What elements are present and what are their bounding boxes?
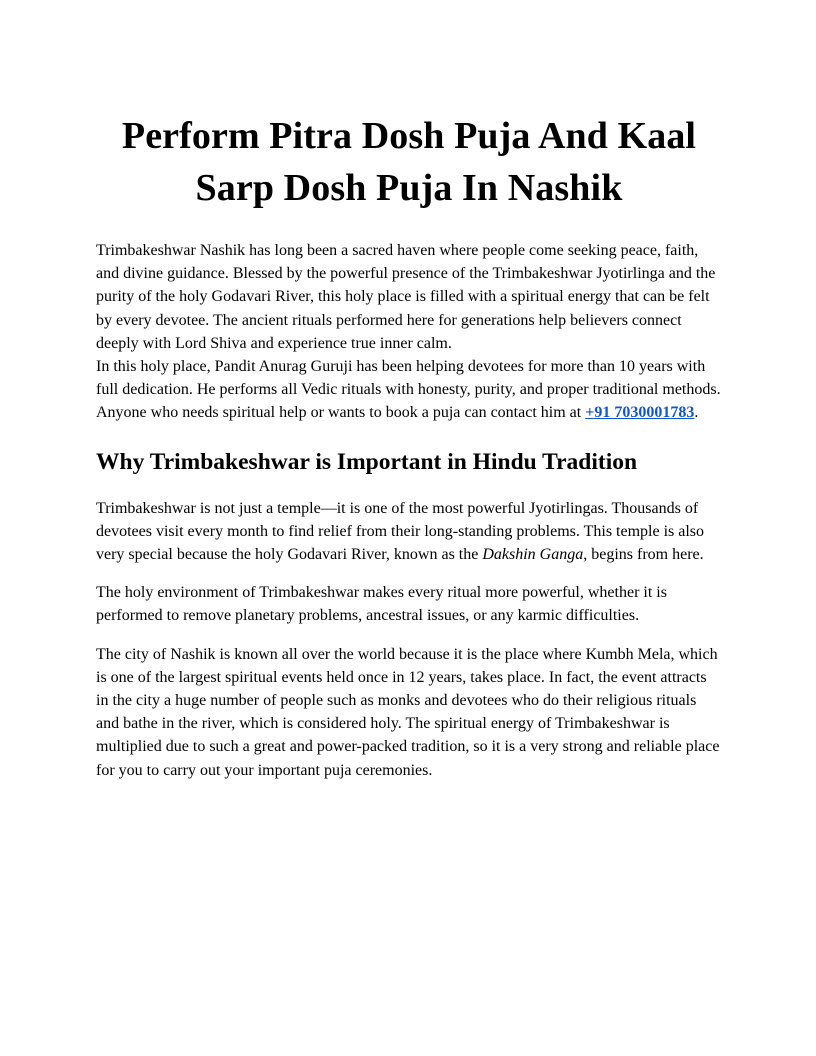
section-paragraph-1: [96, 497, 722, 567]
section-paragraph-3: The city of Nashik is known all over the world because it is the place where Kumbh Mela, which is one of the largest spiritual events held once in 12 years, takes place. In fact, the event attracts in the city a huge number of people such as monks and devotees who do their religious rituals and bathe in the river, which is considered holy. The spiritual energy of Trimbakeshwar is multiplied due to such a great and power-packed tradition, so it is a very strong and reliable place for you to carry out your important puja ceremonies.: [96, 645, 720, 779]
intro-paragraph-2-end: .: [694, 404, 699, 422]
section-heading: Why Trimbakeshwar is Important in Hindu Tradition: [96, 448, 638, 475]
document-page: [96, 0, 722, 782]
intro-paragraph: [96, 239, 722, 425]
page-title: Perform Pitra Dosh Puja And Kaal Sarp Dosh Puja In Nashik: [121, 115, 697, 209]
intro-paragraph-2-text: In this holy place, Pandit Anurag Guruji has been helping devotees for more than 10 years with full dedication. He performs all Vedic rituals with honesty, purity, and proper traditional methods. Anyone who needs spiritual help or wants to book a puja can contact him at: [96, 358, 721, 422]
phone-link[interactable]: +91 7030001783: [585, 404, 695, 422]
section-paragraph-2: The holy environment of Trimbakeshwar makes every ritual more powerful, whether it is performed to remove planetary problems, ancestral issues, or any karmic difficulties.: [96, 584, 667, 625]
section-paragraph-1-end: , begins from here.: [583, 546, 704, 564]
section-paragraph-1-text: Trimbakeshwar is not just a temple—it is one of the most powerful Jyotirlingas. Thousands of devotees visit every month to find relief from their long-standing problems. This temple is also very special because the holy Godavari River, known as the: [96, 499, 705, 564]
intro-paragraph-1: Trimbakeshwar Nashik has long been a sacred haven where people come seeking peace, faith, and divine guidance. Blessed by the powerful presence of the Trimbakeshwar Jyotirlinga and the purity of the holy Godavari River, this holy place is filled with a spiritual energy that can be felt by every devotee. The ancient rituals performed here for generations help believers connect deeply with Lord Shiva and experience true inner calm.: [96, 242, 716, 352]
dakshin-ganga-italic: Dakshin Ganga: [482, 546, 584, 564]
